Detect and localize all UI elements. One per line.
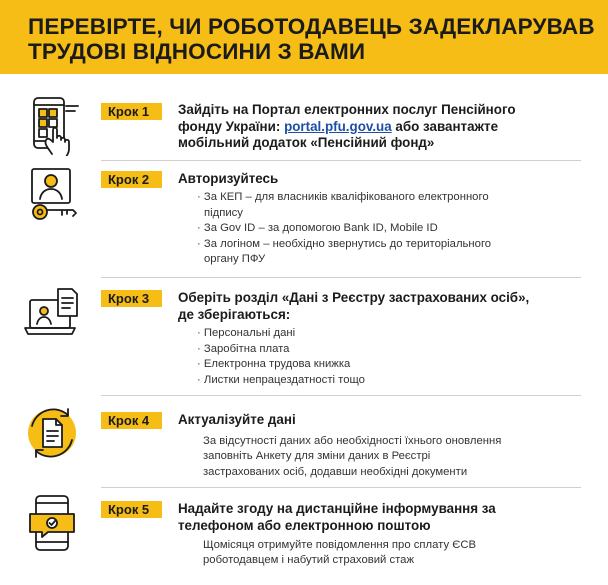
step-title-line: де зберігаються: — [178, 306, 291, 322]
step-title-line: Надайте згоду на дистанційне інформування за — [178, 501, 496, 516]
step-title-line: телефоном або електронною поштою — [178, 517, 431, 533]
step-title-line — [178, 119, 516, 136]
description-line: За відсутності даних або необхідності їхнього оновлення — [203, 435, 502, 447]
header-title-line-2: ТРУДОВІ ВІДНОСИНИ З ВАМИ — [28, 39, 366, 64]
step-title: Авторизуйтесь — [178, 171, 279, 186]
divider — [101, 395, 581, 396]
list-item: · За логіном – необхідно звернутись до територіального — [197, 237, 492, 250]
portal-link[interactable]: portal.pfu.gov.ua — [284, 118, 392, 134]
step-title-text: фонду України: — [178, 118, 285, 134]
divider — [101, 160, 581, 161]
header-title-line-1: ПЕРЕВІРТЕ, ЧИ РОБОТОДАВЕЦЬ ЗАДЕКЛАРУВАВ — [28, 14, 595, 39]
list-item: · За Gov ID – за допомогою Bank ID, Mobile ID — [197, 222, 438, 234]
step-badge: Крок 1 — [101, 103, 162, 120]
step-title — [178, 290, 529, 323]
description-line: Щомісяця отримуйте повідомлення про сплату ЄСВ — [203, 539, 477, 551]
step-list — [197, 190, 491, 268]
divider — [101, 277, 581, 278]
description-line: застрахованих осіб, додавши необхідні документи — [203, 465, 468, 478]
step-title: Актуалізуйте дані — [178, 412, 296, 427]
list-item: · За КЕП – для власників кваліфікованого електронного — [197, 191, 489, 203]
list-item: · Персональні дані — [197, 327, 296, 339]
step-badge: Крок 4 — [101, 412, 162, 429]
list-item: · Електронна трудова книжка — [197, 358, 351, 370]
step-title-line: мобільний додаток «Пенсійний фонд» — [178, 135, 435, 150]
step-list — [197, 326, 365, 388]
divider — [101, 487, 581, 488]
step-description — [203, 434, 501, 480]
step-title — [178, 501, 496, 534]
list-item: · Заробітна плата — [197, 342, 290, 355]
step-description — [203, 538, 476, 569]
step-badge: Крок 2 — [101, 171, 162, 188]
step-title-text: або завантажте — [391, 118, 499, 134]
list-item: · Листки непрацездатності тощо — [197, 373, 365, 386]
person-key-icon — [22, 166, 82, 226]
step-title-line: Зайдіть на Портал електронних послуг Пенсійного — [178, 102, 516, 117]
header-banner — [0, 0, 608, 74]
description-line: заповніть Анкету для зміни даних в Реєстрі — [203, 450, 431, 463]
phone-hand-icon — [22, 96, 82, 156]
description-line: роботодавцем і набутий страховий стаж — [203, 554, 415, 567]
step-title-line: Оберіть розділ «Дані з Реєстру застрахованих осіб», — [178, 290, 530, 305]
step-title — [178, 102, 516, 152]
list-item: органу ПФУ — [204, 253, 266, 265]
step-badge: Крок 3 — [101, 290, 162, 307]
document-refresh-icon — [22, 404, 82, 464]
phone-message-icon — [22, 494, 82, 554]
list-item: підпису — [204, 206, 243, 219]
laptop-document-icon — [22, 286, 82, 346]
step-badge: Крок 5 — [101, 501, 162, 518]
